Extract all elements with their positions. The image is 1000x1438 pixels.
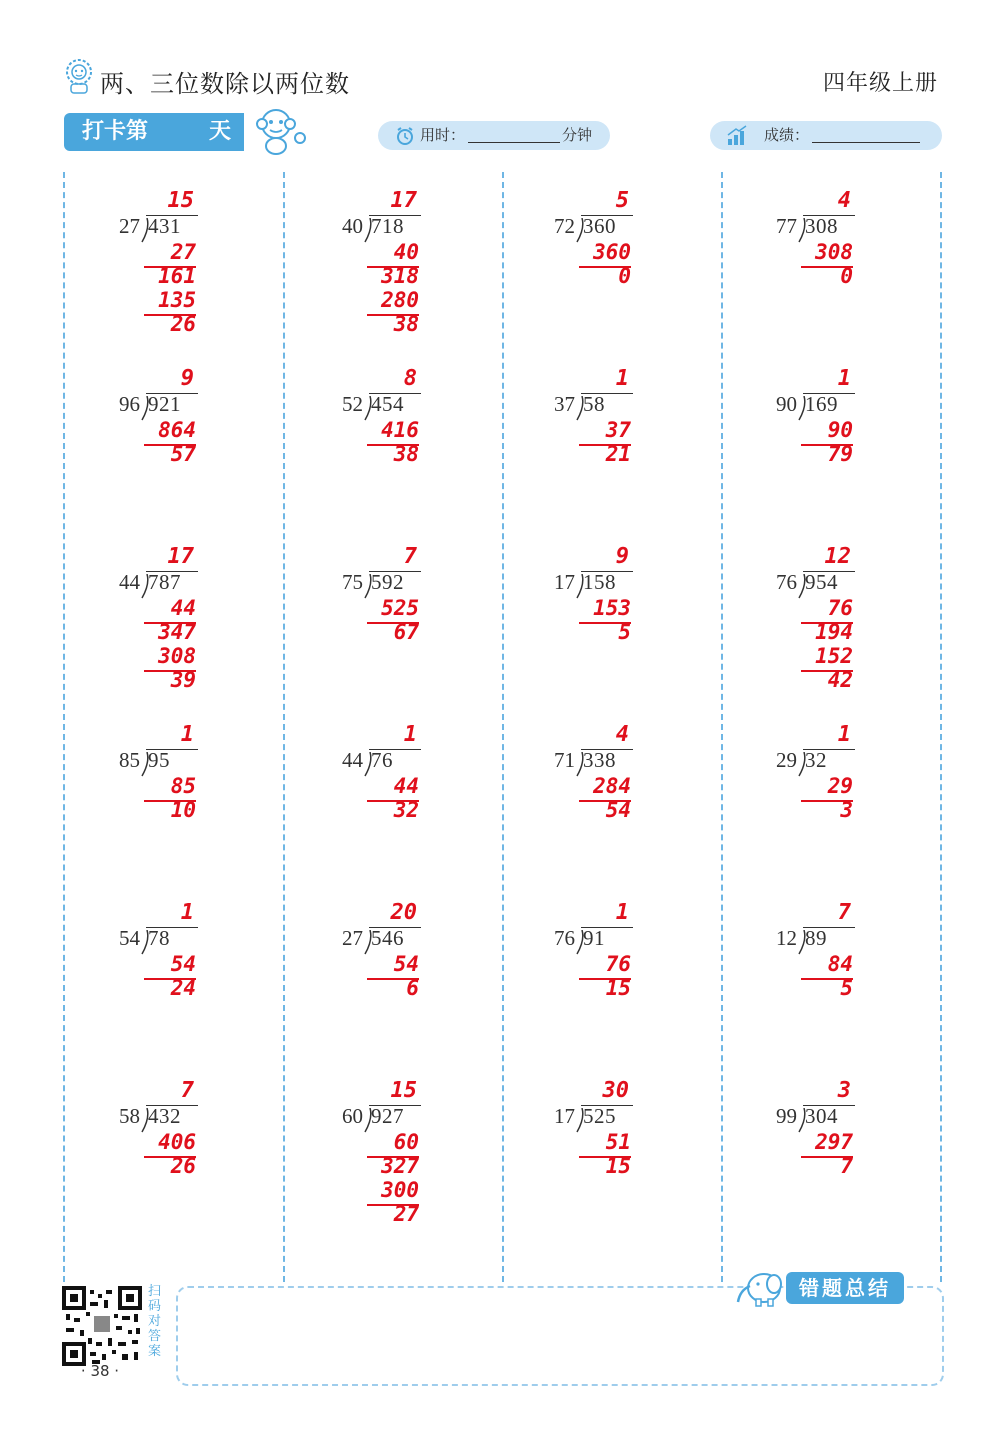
dividend: 304: [805, 1104, 838, 1128]
summary-tab: 错题总结: [786, 1272, 904, 1304]
quotient-answer: 7: [180, 1078, 194, 1103]
dividend: 954: [805, 570, 838, 594]
work-step: 297: [815, 1130, 853, 1154]
dividend: 787: [148, 570, 181, 594]
quotient-answer: 1: [837, 722, 851, 747]
work-step: 90: [827, 418, 853, 442]
dividend: 91: [583, 926, 605, 950]
page-number: · 38 ·: [80, 1362, 120, 1380]
work-step: 76: [605, 952, 631, 976]
remainder-answer: 79: [827, 442, 853, 466]
dividend: 169: [805, 392, 838, 416]
division-problem: [525, 366, 725, 548]
grade-label: 四年级上册: [822, 71, 938, 96]
division-problem: [313, 544, 513, 726]
division-problem: [525, 544, 725, 726]
division-problem: [313, 1078, 513, 1260]
dividend: 431: [148, 214, 181, 238]
quotient-answer: 1: [615, 366, 629, 391]
divisor: 76: [776, 570, 797, 594]
remainder-answer: 57: [170, 442, 196, 466]
work-step: 406: [158, 1130, 196, 1154]
work-step: 153: [593, 596, 631, 620]
divisor: 17: [554, 1104, 575, 1128]
dividend: 32: [805, 748, 827, 772]
dividend: 525: [583, 1104, 616, 1128]
score-field: [710, 121, 942, 150]
quotient-answer: 7: [837, 900, 851, 925]
remainder-answer: 7: [840, 1154, 853, 1178]
dividend: 78: [148, 926, 170, 950]
dividend: 927: [371, 1104, 404, 1128]
quotient-answer: 9: [180, 366, 194, 391]
division-problem: [90, 722, 290, 904]
work-step: 54: [170, 952, 196, 976]
quotient-answer: 4: [615, 722, 629, 747]
remainder-answer: 38: [393, 312, 419, 336]
remainder-answer: 3: [840, 798, 853, 822]
work-step: 76: [827, 596, 853, 620]
dividend: 58: [583, 392, 605, 416]
quotient-answer: 15: [167, 188, 194, 213]
monkey-mascot-icon: [250, 104, 308, 156]
score-label: 成绩：: [764, 126, 810, 144]
remainder-answer: 24: [170, 976, 196, 1000]
division-problem: [313, 366, 513, 548]
work-step: 300: [381, 1178, 419, 1202]
divisor: 60: [342, 1104, 363, 1128]
divisor: 77: [776, 214, 797, 238]
remainder-answer: 26: [170, 1154, 196, 1178]
division-problem: [313, 722, 513, 904]
division-problem: [90, 366, 290, 548]
division-problem: [90, 544, 290, 726]
dividend: 89: [805, 926, 827, 950]
banner-suffix: 天: [209, 119, 232, 144]
work-step: 85: [170, 774, 196, 798]
remainder-answer: 27: [393, 1202, 419, 1226]
division-problem: [313, 900, 513, 1082]
quotient-answer: 1: [180, 900, 194, 925]
work-step: 152: [815, 644, 853, 668]
quotient-answer: 17: [167, 544, 194, 569]
remainder-answer: 15: [605, 976, 631, 1000]
dividend: 338: [583, 748, 616, 772]
divisor: 96: [119, 392, 140, 416]
time-label: 用时：: [420, 126, 466, 144]
quotient-answer: 1: [615, 900, 629, 925]
divisor: 85: [119, 748, 140, 772]
quotient-answer: 1: [403, 722, 417, 747]
work-step: 347: [158, 620, 196, 644]
division-problem: [747, 900, 947, 1082]
quotient-answer: 7: [403, 544, 417, 569]
work-step: 29: [827, 774, 853, 798]
division-problem: [525, 722, 725, 904]
time-field: [378, 121, 610, 150]
divisor: 40: [342, 214, 363, 238]
work-step: 27: [170, 240, 196, 264]
work-step: 416: [381, 418, 419, 442]
work-step: 864: [158, 418, 196, 442]
divisor: 76: [554, 926, 575, 950]
remainder-answer: 67: [393, 620, 419, 644]
quotient-answer: 5: [615, 188, 629, 213]
remainder-answer: 38: [393, 442, 419, 466]
work-step: 308: [815, 240, 853, 264]
alarm-clock-icon: [394, 125, 416, 147]
division-problem: [525, 900, 725, 1082]
column-divider: [63, 172, 65, 1282]
work-step: 44: [393, 774, 419, 798]
quotient-answer: 12: [824, 544, 851, 569]
remainder-answer: 42: [827, 668, 853, 692]
page-title: 两、三位数除以两位数: [100, 70, 350, 98]
remainder-answer: 5: [840, 976, 853, 1000]
divisor: 99: [776, 1104, 797, 1128]
divisor: 44: [119, 570, 140, 594]
qr-caption: 扫码对答案: [148, 1284, 162, 1359]
work-step: 135: [158, 288, 196, 312]
qr-code[interactable]: [62, 1286, 142, 1366]
division-problem: [90, 1078, 290, 1260]
remainder-answer: 54: [605, 798, 631, 822]
remainder-answer: 26: [170, 312, 196, 336]
remainder-answer: 21: [605, 442, 631, 466]
dividend: 360: [583, 214, 616, 238]
division-problem: [525, 188, 725, 370]
work-step: 308: [158, 644, 196, 668]
quotient-answer: 8: [403, 366, 417, 391]
work-step: 44: [170, 596, 196, 620]
time-unit: 分钟: [562, 126, 593, 144]
divisor: 90: [776, 392, 797, 416]
elephant-mascot-icon: [732, 1266, 788, 1308]
divisor: 17: [554, 570, 575, 594]
remainder-answer: 6: [406, 976, 419, 1000]
score-chart-icon: [726, 125, 748, 147]
division-problem: [747, 366, 947, 548]
dividend: 432: [148, 1104, 181, 1128]
divisor: 29: [776, 748, 797, 772]
work-step: 360: [593, 240, 631, 264]
time-blank[interactable]: [468, 142, 560, 143]
divisor: 27: [342, 926, 363, 950]
divisor: 37: [554, 392, 575, 416]
division-problem: [747, 722, 947, 904]
division-problem: [525, 1078, 725, 1260]
work-step: 284: [593, 774, 631, 798]
remainder-answer: 39: [170, 668, 196, 692]
remainder-answer: 32: [393, 798, 419, 822]
work-step: 327: [381, 1154, 419, 1178]
divisor: 75: [342, 570, 363, 594]
dividend: 158: [583, 570, 616, 594]
lion-logo-icon: [62, 58, 96, 94]
work-step: 194: [815, 620, 853, 644]
remainder-answer: 15: [605, 1154, 631, 1178]
remainder-answer: 0: [840, 264, 853, 288]
work-step: 37: [605, 418, 631, 442]
divisor: 12: [776, 926, 797, 950]
remainder-answer: 5: [618, 620, 631, 644]
work-step: 161: [158, 264, 196, 288]
work-step: 54: [393, 952, 419, 976]
quotient-answer: 30: [602, 1078, 629, 1103]
dividend: 76: [371, 748, 393, 772]
quotient-answer: 4: [837, 188, 851, 213]
work-step: 40: [393, 240, 419, 264]
divisor: 58: [119, 1104, 140, 1128]
work-step: 318: [381, 264, 419, 288]
dividend: 592: [371, 570, 404, 594]
remainder-answer: 10: [170, 798, 196, 822]
dividend: 95: [148, 748, 170, 772]
work-step: 525: [381, 596, 419, 620]
division-problem: [90, 188, 290, 370]
quotient-answer: 17: [390, 188, 417, 213]
work-step: 60: [393, 1130, 419, 1154]
score-blank[interactable]: [812, 142, 920, 143]
divisor: 52: [342, 392, 363, 416]
dividend: 546: [371, 926, 404, 950]
division-problem: [313, 188, 513, 370]
remainder-answer: 0: [618, 264, 631, 288]
quotient-answer: 1: [837, 366, 851, 391]
division-problem: [747, 1078, 947, 1260]
dividend: 718: [371, 214, 404, 238]
work-step: 51: [605, 1130, 631, 1154]
dividend: 454: [371, 392, 404, 416]
divisor: 54: [119, 926, 140, 950]
quotient-answer: 20: [390, 900, 417, 925]
quotient-answer: 3: [837, 1078, 851, 1103]
quotient-answer: 1: [180, 722, 194, 747]
division-problem: [747, 544, 947, 726]
division-problem: [90, 900, 290, 1082]
divisor: 71: [554, 748, 575, 772]
checkin-banner: [64, 113, 244, 151]
dividend: 308: [805, 214, 838, 238]
quotient-answer: 15: [390, 1078, 417, 1103]
divisor: 44: [342, 748, 363, 772]
division-problem: [747, 188, 947, 370]
dividend: 921: [148, 392, 181, 416]
work-step: 84: [827, 952, 853, 976]
work-step: 280: [381, 288, 419, 312]
divisor: 72: [554, 214, 575, 238]
divisor: 27: [119, 214, 140, 238]
banner-prefix: 打卡第: [82, 119, 149, 144]
quotient-answer: 9: [615, 544, 629, 569]
